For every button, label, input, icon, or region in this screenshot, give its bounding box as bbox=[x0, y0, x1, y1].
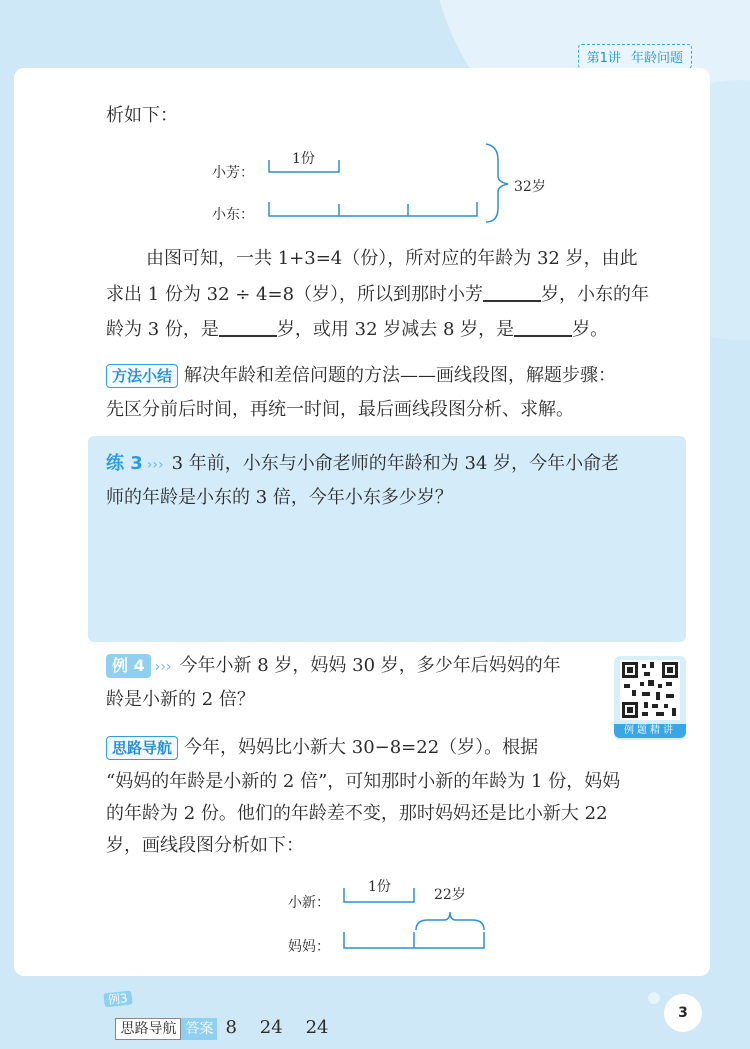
diagram-label-mama: 妈妈： bbox=[288, 939, 330, 955]
diagram-label-xiaofang: 小芳： bbox=[212, 165, 254, 181]
diagram-unit-label: 1份 bbox=[368, 879, 391, 895]
footer-main-label: 思路导航 bbox=[115, 1018, 181, 1040]
example-text-1: 今年小新 8 岁，妈妈 30 岁，多少年后妈妈的年 bbox=[179, 655, 561, 676]
practice-label: 练 3 bbox=[106, 453, 143, 474]
method-summary-text: 解决年龄和差倍问题的方法——画线段图，解题步骤： bbox=[184, 365, 617, 386]
chevron-right-icon: ››› bbox=[146, 457, 164, 473]
solution-line-2-pre: 求出 1 份为 32 ÷ 4=8（岁），所以到那时小芳 bbox=[106, 284, 484, 305]
diagram-diff-label: 22岁 bbox=[434, 887, 466, 903]
footer-answer-tag: 答案 bbox=[181, 1018, 217, 1040]
qr-label: 例题精讲 bbox=[614, 724, 686, 738]
example-label: 例 4 bbox=[106, 654, 151, 678]
chevron-right-icon: ››› bbox=[154, 659, 172, 675]
diagram-unit-label: 1份 bbox=[292, 151, 315, 167]
practice-text-1: 3 年前，小东与小俞老师的年龄和为 34 岁，今年小俞老 bbox=[171, 453, 620, 474]
solution-line-3-b: 岁，或用 32 岁减去 8 岁，是 bbox=[276, 319, 515, 340]
thinking-line-4: 岁，画线段图分析如下： bbox=[106, 835, 304, 856]
diagram-total-label: 32岁 bbox=[514, 179, 546, 195]
practice-line-2: 师的年龄是小东的 3 倍，今年小东多少岁？ bbox=[106, 487, 453, 508]
solution-line-3-c: 岁。 bbox=[572, 319, 609, 340]
footer-answer-values: 8 24 24 bbox=[225, 1017, 329, 1038]
method-summary-tag: 方法小结 bbox=[106, 364, 178, 388]
method-summary-line-2: 先区分前后时间，再统一时间，最后画线段图分析、求解。 bbox=[106, 399, 574, 420]
thinking-text-1: 今年，妈妈比小新大 30−8=22（岁）。根据 bbox=[184, 737, 539, 758]
solution-line-3-a: 龄为 3 份，是 bbox=[106, 319, 219, 340]
solution-line-1: 由图可知，一共 1+3=4（份），所对应的年龄为 32 岁，由此 bbox=[146, 248, 638, 269]
diagram-label-xiaodong: 小东： bbox=[212, 207, 254, 223]
solution-line-2-post: 岁，小东的年 bbox=[541, 284, 650, 305]
thinking-tag: 思路导航 bbox=[106, 736, 178, 760]
footer-answers bbox=[104, 996, 329, 1040]
decorative-dot bbox=[648, 992, 660, 1004]
footer-example-tag: 例3 bbox=[103, 991, 132, 1008]
intro-text: 析如下： bbox=[106, 105, 178, 126]
thinking-line-3: 的年龄为 2 份。他们的年龄差不变，那时妈妈还是比小新大 22 bbox=[106, 803, 608, 824]
example-line-2: 龄是小新的 2 倍？ bbox=[106, 689, 255, 710]
thinking-line-2: “妈妈的年龄是小新的 2 倍”，可知那时小新的年龄为 1 份，妈妈 bbox=[106, 771, 621, 792]
page-number: 3 bbox=[664, 994, 702, 1032]
chapter-tag: 第1讲 年龄问题 bbox=[578, 44, 692, 69]
diagram-label-xiaoxin: 小新： bbox=[288, 895, 330, 911]
